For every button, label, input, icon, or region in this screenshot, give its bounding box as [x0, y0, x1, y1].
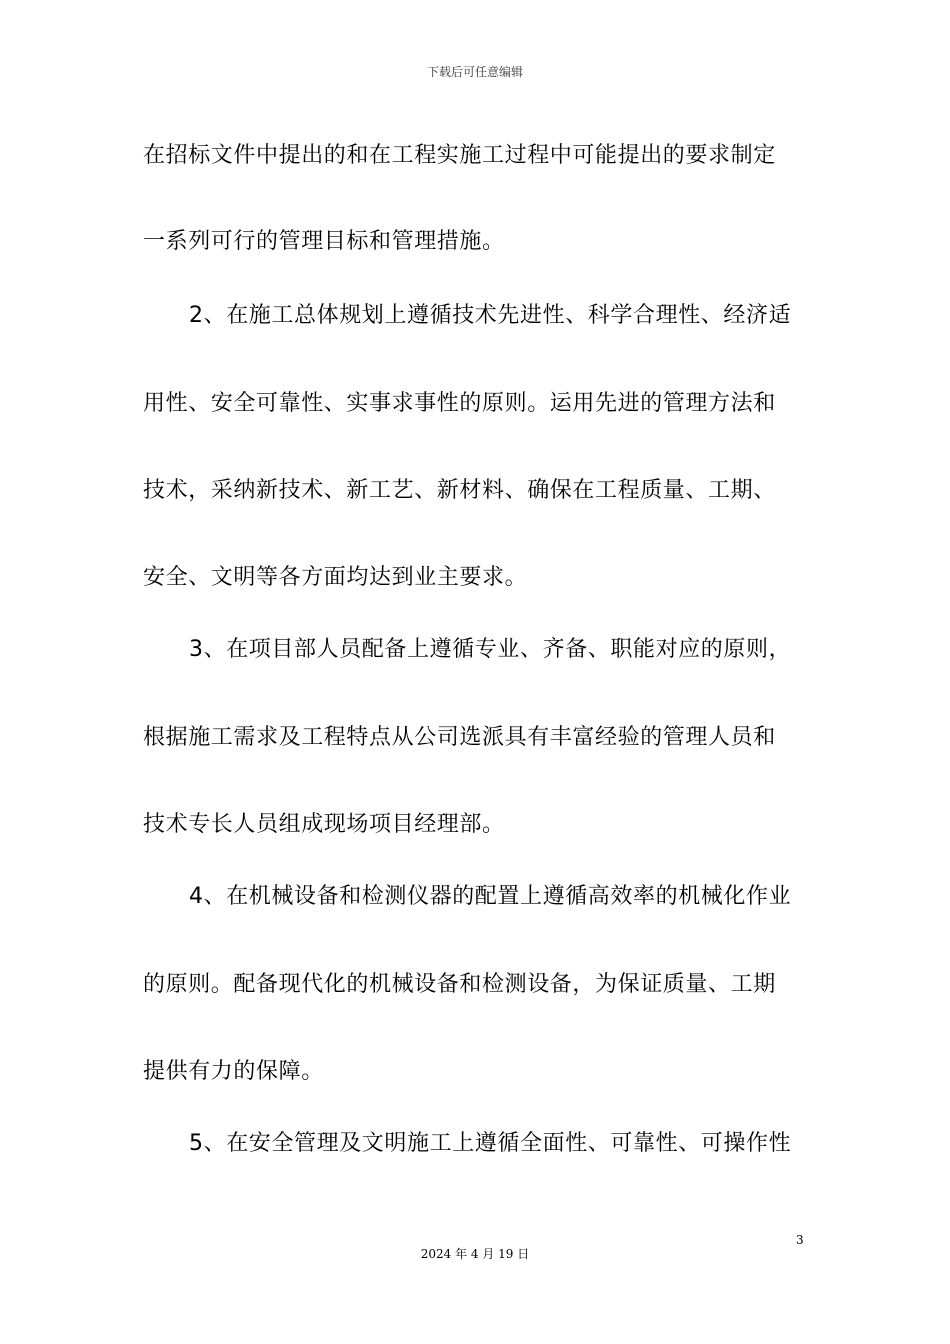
page-number: 3: [796, 1233, 804, 1247]
paragraph-4-line-1: 4、在机械设备和检测仪器的配置上遵循高效率的机械化作业: [189, 884, 792, 909]
footer-date: 2024 年 4 月 19 日: [420, 1247, 530, 1261]
paragraph-2-line-2: 用性、安全可靠性、实事求事性的原则。运用先进的管理方法和: [143, 391, 776, 416]
page-header: 下载后可任意编辑: [426, 65, 523, 79]
paragraph-1-line-2: 一系列可行的管理目标和管理措施。: [143, 229, 505, 254]
paragraph-1-line-1: 在招标文件中提出的和在工程实施工过程中可能提出的要求制定: [143, 143, 776, 168]
paragraph-2-line-3: 技术，采纳新技术、新工艺、新材料、确保在工程质量、工期、: [143, 478, 776, 503]
paragraph-4-line-3: 提供有力的保障。: [143, 1059, 324, 1084]
paragraph-3-line-1: 3、在项目部人员配备上遵循专业、齐备、职能对应的原则，: [189, 637, 792, 662]
paragraph-2-line-4: 安全、文明等各方面均达到业主要求。: [143, 565, 528, 590]
paragraph-2-line-1: 2、在施工总体规划上遵循技术先进性、科学合理性、经济适: [189, 303, 792, 328]
paragraph-5-line-1: 5、在安全管理及文明施工上遵循全面性、可靠性、可操作性: [189, 1131, 792, 1156]
paragraph-3-line-3: 技术专长人员组成现场项目经理部。: [143, 812, 505, 837]
paragraph-4-line-2: 的原则。配备现代化的机械设备和检测设备，为保证质量、工期: [143, 972, 776, 997]
paragraph-3-line-2: 根据施工需求及工程特点从公司选派具有丰富经验的管理人员和: [143, 725, 776, 750]
